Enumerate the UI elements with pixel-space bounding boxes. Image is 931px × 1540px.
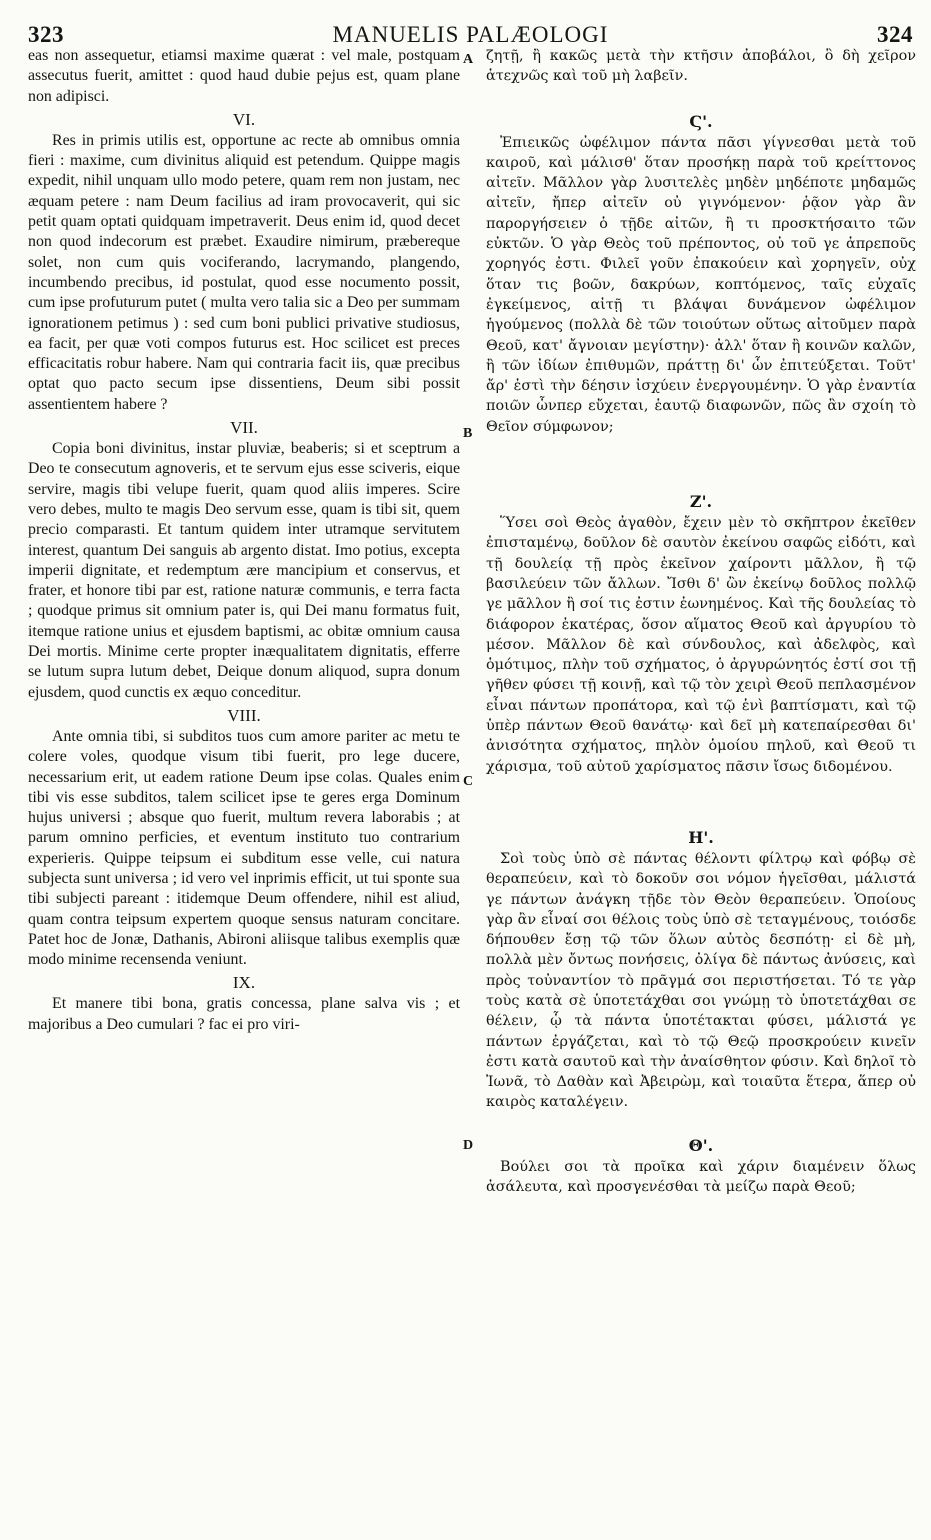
page-number-right: 324 (876, 22, 913, 47)
latin-section-6-text: Res in primis utilis est, opportune ac recte ab omnibus omnia fieri : maxime, cum divinitus aliquid est petendum. Quippe magis expedit, nihil unquam ullo modo petere, quam rem non justam, nec æquam petere : nam Deum facilius ad iram provocaverit, qui sic petit quam optati quidquam impetraverit. Deus enim id, quod decet non quod indecorum est præbet. Exaudire nimirum, præbereque solet, non cum quis vociferando, lacrymando, plangendo, incumbendo precibus, id postulat, quod esse nocumento possit, cum ipse profuturum putet ( multa vero talia sic a Deo per summam ignorationem petimus ) : sed cum boni publici privative studiosus, ea facit, per quæ voti compos futurus est. Hoc scilicet est preces efficacitatis robur habere. Nam qui contraria facit iis, quæ precibus optat quo pacto secum ipse dissentiens, Deum sibi possit assentientem habere ? (28, 131, 460, 413)
latin-section-7-text: Copia boni divinitus, instar pluviæ, beaberis; si et sceptrum a Deo te consecutum agnoveris, et te servum ejus esse sciveris, eique servire, magis tibi velupe fuerit, quam quod aliis imperes. Scire vero debes, multo te magis Deo servum esse, quam is tibi sit, quem precio comparasti. Et tantum quidem inter utramque servitutem interest, quantum Dei sanguis ab argento distat. Imo potius, excepta imperii dignitate, et redemptum ære mancipium et conservus, et frater, et honore tibi par est, ratione naturæ communis, e terra facta ; quodque primus sit omnium pater is, qui Dei manu formatus fuit, itemque ratione unius et ejusdem baptismi, ac obitæ omnium causa Dei mortis. Minime certe propter inæqualitatem dignitatis, efferre se lutum supra lutum debet, Deique donum aliquod, supra donum ejusdem, quod cunctis ex æquo conceditur. (28, 440, 460, 701)
margin-letter-a: A (463, 52, 474, 67)
running-title: MANUELIS PALÆOLOGI (332, 22, 609, 47)
greek-section-6-text: Ἐπιεικῶς ὠφέλιμον πάντα πᾶσι γίγνεσθαι μετὰ τοῦ καιροῦ, καὶ μάλισθ' ὅταν προσήκῃ παρὰ τοῦ κρείττονος αἰτεῖν. Μᾶλλον γὰρ λυσιτελὲς μηδὲν μηδέποτε μηδαμῶς αἰτεῖν, ἤπερ αἰτεῖν οὐ γιγνόμενον· ῥᾷον γὰρ ἂν παροργήσειεν ὁ τῇδε αἰτῶν, ἢ τι προσκτήσαιτο τῶν εὐκτῶν. Ὁ γὰρ Θεὸς τοῦ πρέποντος, οὐ τοῦ γε ἀπρεποῦς χορηγός ἐστι. Φιλεῖ γοῦν ἐπακούειν καὶ χορηγεῖν, οὐχ ὅταν τις βοῶν, δακρύων, κοπτόμενος, ταῖς εὐχαῖς ἐγκείμενος, αἰτῇ τι βλάψαι δυνάμενον ὠφέλιμον ἡγούμενος (πολλὰ δὲ τῶν τοιούτων οὕτως αἰτοῦμεν παρὰ Θεοῦ, κατ' ἄγνοιαν μεγίστην)· ἀλλ' ὅταν ἢ κοινῶν καλῶν, ἢ τῶν ἰδίων ἐπιθυμῶν, πράττῃ δι' ὧν ἐπιτεύξεται. Τοῦτ' ἄρ' ἐστὶ τὴν δέησιν ἰσχύειν ἐνεργουμένην. Ὁ γὰρ ἐναντία ποιῶν ὧνπερ εὔχεται, ἑαυτῷ διαφωνῶν, πῶς ἂν σχοίη τὸ Θεῖον σύμφωνον; (486, 134, 916, 435)
greek-section-9-heading: Θ'. (688, 1135, 714, 1155)
margin-letter-d: D (463, 1138, 474, 1153)
greek-section-6-heading: Ϛ'. (689, 111, 713, 131)
latin-intro-text: eas non assequetur, etiamsi maxime quærat : vel male, postquam assecutus fuerit, amittet : quod haud dubie pejus est, quam plane non adipisci. (28, 47, 460, 105)
margin-letter-c: C (463, 774, 474, 789)
latin-section-9-heading: IX. (232, 973, 256, 993)
page-number-left: 323 (28, 22, 64, 47)
latin-section-7-heading: VII. (230, 418, 258, 438)
latin-section-8-text: Ante omnia tibi, si subditos tuos cum amore pariter ac metu te colere voles, quodque visum tibi fuerit, pro lege ducere, necessarium erit, ut eadem ratione Deum ipse colas. Quales enim tibi vis esse subditos, talem scilicet ipse te geres erga Dominum hujus universi ; absque quo fuerit, multum revera laborabis ; at parum omnino perficies, et eventum instituto tuo contrarium experieris. Quippe teipsum ei subditum esse velle, cui natura subjecta sunt universa ; id vero vel inprimis efficit, ut tui sponte sua tibi subjecti pareant : itidemque Deum offendere, nihil est aliud, quam contra teipsum expertem quoque sensus naturam concitare. Patet hoc de Jonæ, Dathanis, Abironi aliisque talibus exemplis quæ modo minime recensenda veniunt. (28, 727, 460, 969)
greek-section-8-heading: Η'. (688, 827, 714, 847)
latin-section-6-heading: VI. (232, 109, 256, 129)
greek-intro-text: ζητῇ, ἢ κακῶς μετὰ τὴν κτῆσιν ἀποβάλοι, ὃ δὴ χεῖρον ἀτεχνῶς καὶ τοῦ μὴ λαβεῖν. (486, 48, 916, 85)
margin-letter-b: B (463, 426, 473, 441)
greek-section-7-text: Ὕσει σοὶ Θεὸς ἀγαθὸν, ἔχειν μὲν τὸ σκῆπτρον ἐκεῖθεν ἐπισταμένῳ, δοῦλον δὲ σαυτὸν ἐκείνου σαφῶς εἰδότι, καὶ τῇ δουλείᾳ τῇ πρὸς ἐκεῖνον χαίροντι μᾶλλον, ἢ τῷ βασιλεύειν τῶν ἄλλων. Ἴσθι δ' ὢν ἐκείνῳ δοῦλος πολλῷ γε μᾶλλον ἢ σοί τις ἐστιν ἐωνημένος. Καὶ τῆς δουλείας τὸ διάφορον ἑκατέρας, ὅσον αἵματος Θεοῦ καὶ ἀργυρίου τὸ μέσον. Μᾶλλον δὲ καὶ σύνδουλος, καὶ ἀδελφὸς, καὶ ὁμότιμος, πλὴν τοῦ σχήματος, ὁ ἀργυρώνητός ἐστί σοι τῇ γῆθεν φύσει τῇ κοινῇ, καὶ τῷ τὸν χειρὶ Θεοῦ πεπλασμένον εἶναι πάντων προπάτορα, καὶ τῷ ἑνὶ βαπτίσματι, καὶ τῷ ὑπὲρ πάντων Θεοῦ θανάτῳ· καὶ δεῖ μὴ κατεπαίρεσθαι δι' ἀνισότητα σχήματος, πηλὸν ὁμοίου πηλοῦ, καὶ Θεοῦ τι χάρισμα, τοῦ αὐτοῦ χαρίσματος πᾶσιν ἴσως διδομένου. (486, 515, 916, 775)
latin-section-8-heading: VIII. (227, 705, 261, 725)
greek-section-9-text: Βούλει σοι τὰ προῖκα καὶ χάριν διαμένειν ὅλως ἀσάλευτα, καὶ προσγενέσθαι τὰ μείζω παρὰ Θεοῦ; (486, 1158, 916, 1196)
greek-column (486, 46, 916, 1528)
latin-section-9-text: Et manere tibi bona, gratis concessa, plane salva vis ; et majoribus a Deo cumulari ? fac ei pro viri- (28, 995, 460, 1033)
latin-column (28, 46, 460, 1528)
greek-section-7-heading: Ζ'. (689, 492, 713, 512)
greek-section-8-text: Σοὶ τοὺς ὑπὸ σὲ πάντας θέλοντι φίλτρῳ καὶ φόβῳ σὲ θεραπεύειν, καὶ τὸ δοκοῦν σοι νόμον ἡγεῖσθαι, μάλιστά γε πάντων ἀνάγκη τῇδε τὸν Θεὸν θεραπεύειν. Ὁποίους γὰρ ἂν εἶναί σοι θέλοις τοὺς ὑπὸ σὲ τεταγμένους, τοιόσδε δήπουθεν ἔσῃ τῷ τῶν ὅλων αὐτὸς δεσπότῃ· εἰ δὲ μὴ, πολλὰ μὲν ὄντως πονήσεις, ὀλίγα δὲ πάντως ἀνύσεις, καὶ πρὸς τοὐναντίον τὸ πρᾶγμά σοι περιστήσεται. Τό τε γὰρ τοὺς κατὰ σὲ ὑποτετάχθαι σοι γνώμῃ τὸ ὑποτετάχθαι σε θέλειν, ᾧ τὰ πάντα ὑποτέτακται φύσει, μάλιστά γε πάντων ἐργάζεται, καὶ τὸ τῷ Θεῷ προσκρούειν κινεῖν ἐστι κατὰ σαυτοῦ καὶ τὴν ἀναίσθητον φύσιν. Καὶ δηλοῖ τὸ Ἰωνᾶ, τὸ Δαθὰν καὶ Ἀβειρὼμ, καὶ τοιαῦτα ἕτερα, ἅπερ οὐ καιρὸς καταλέγειν. (486, 850, 916, 1111)
